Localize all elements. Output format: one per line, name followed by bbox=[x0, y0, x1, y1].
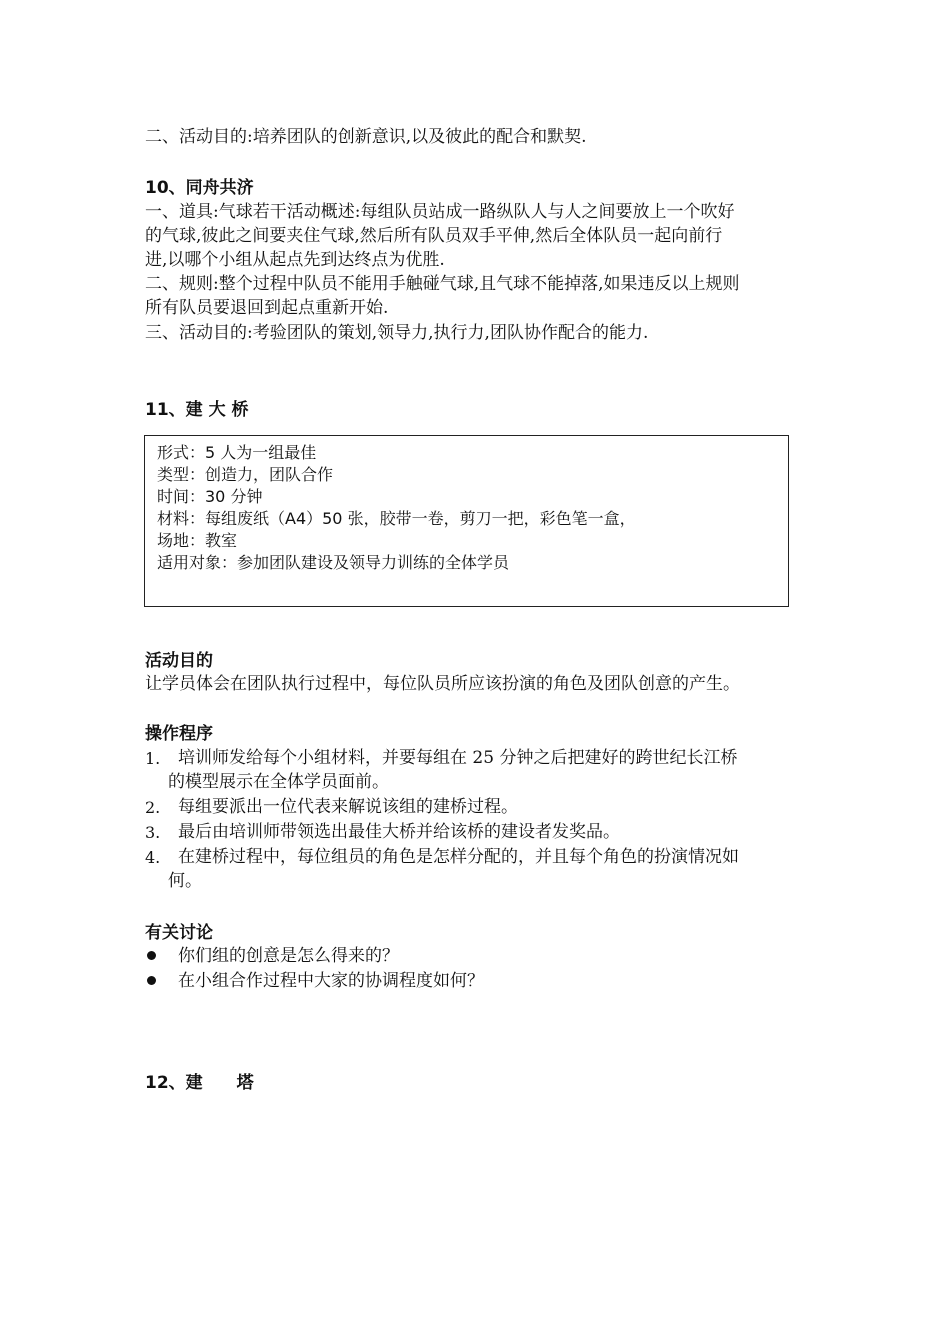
bullet-icon bbox=[147, 976, 156, 985]
sec10-p3: 三、活动目的:考验团队的策划,领导力,执行力,团队协作配合的能力. bbox=[145, 323, 649, 343]
section-11-title: 11、建 大 桥 bbox=[145, 400, 249, 420]
step-number: 4. bbox=[145, 848, 161, 867]
info-time: 时间：30 分钟 bbox=[157, 487, 263, 506]
sec10-p1b: 的气球,彼此之间要夹住气球,然后所有队员双手平伸,然后全体队员一起向前行 bbox=[145, 226, 723, 246]
step-number: 3. bbox=[145, 823, 161, 842]
step-number: 2. bbox=[145, 798, 161, 817]
info-materials: 材料：每组废纸（A4）50 张，胶带一卷，剪刀一把，彩色笔一盒， bbox=[157, 509, 636, 528]
sec10-p1a: 一、道具:气球若干活动概述:每组队员站成一路纵队人与人之间要放上一个吹好 bbox=[145, 202, 735, 222]
info-type: 类型：创造力，团队合作 bbox=[157, 465, 334, 484]
step-text: 最后由培训师带领选出最佳大桥并给该桥的建设者发奖品。 bbox=[178, 822, 620, 842]
sec10-p2a: 二、规则:整个过程中队员不能用手触碰气球,且气球不能掉落,如果违反以上规则 bbox=[145, 274, 740, 294]
procedure-heading: 操作程序 bbox=[145, 724, 213, 744]
bullet-icon bbox=[147, 951, 156, 960]
step-text-cont: 的模型展示在全体学员面前。 bbox=[168, 772, 389, 792]
discussion-heading: 有关讨论 bbox=[145, 923, 213, 943]
discussion-item: 在小组合作过程中大家的协调程度如何？ bbox=[178, 971, 484, 991]
info-audience: 适用对象：参加团队建设及领导力训练的全体学员 bbox=[157, 553, 510, 572]
step-text: 培训师发给每个小组材料，并要每组在 25 分钟之后把建好的跨世纪长江桥 bbox=[178, 748, 738, 768]
activity-info-box bbox=[144, 435, 789, 607]
discussion-item: 你们组的创意是怎么得来的？ bbox=[178, 946, 399, 966]
section-10-title: 10、同舟共济 bbox=[145, 178, 254, 198]
info-venue: 场地：教室 bbox=[157, 531, 238, 550]
goal-line-prev: 二、活动目的:培养团队的创新意识,以及彼此的配合和默契. bbox=[145, 127, 587, 147]
section-12-title: 12、建 塔 bbox=[145, 1073, 254, 1093]
purpose-text: 让学员体会在团队执行过程中，每位队员所应该扮演的角色及团队创意的产生。 bbox=[145, 674, 740, 694]
step-text: 每组要派出一位代表来解说该组的建桥过程。 bbox=[178, 797, 518, 817]
step-number: 1. bbox=[145, 749, 161, 768]
info-form: 形式：5 人为一组最佳 bbox=[157, 443, 317, 462]
sec10-p1c: 进,以哪个小组从起点先到达终点为优胜. bbox=[145, 250, 445, 270]
step-text-cont: 何。 bbox=[168, 871, 202, 891]
sec10-p2b: 所有队员要退回到起点重新开始. bbox=[145, 298, 389, 318]
purpose-heading: 活动目的 bbox=[145, 651, 213, 671]
step-text: 在建桥过程中，每位组员的角色是怎样分配的，并且每个角色的扮演情况如 bbox=[178, 847, 739, 867]
